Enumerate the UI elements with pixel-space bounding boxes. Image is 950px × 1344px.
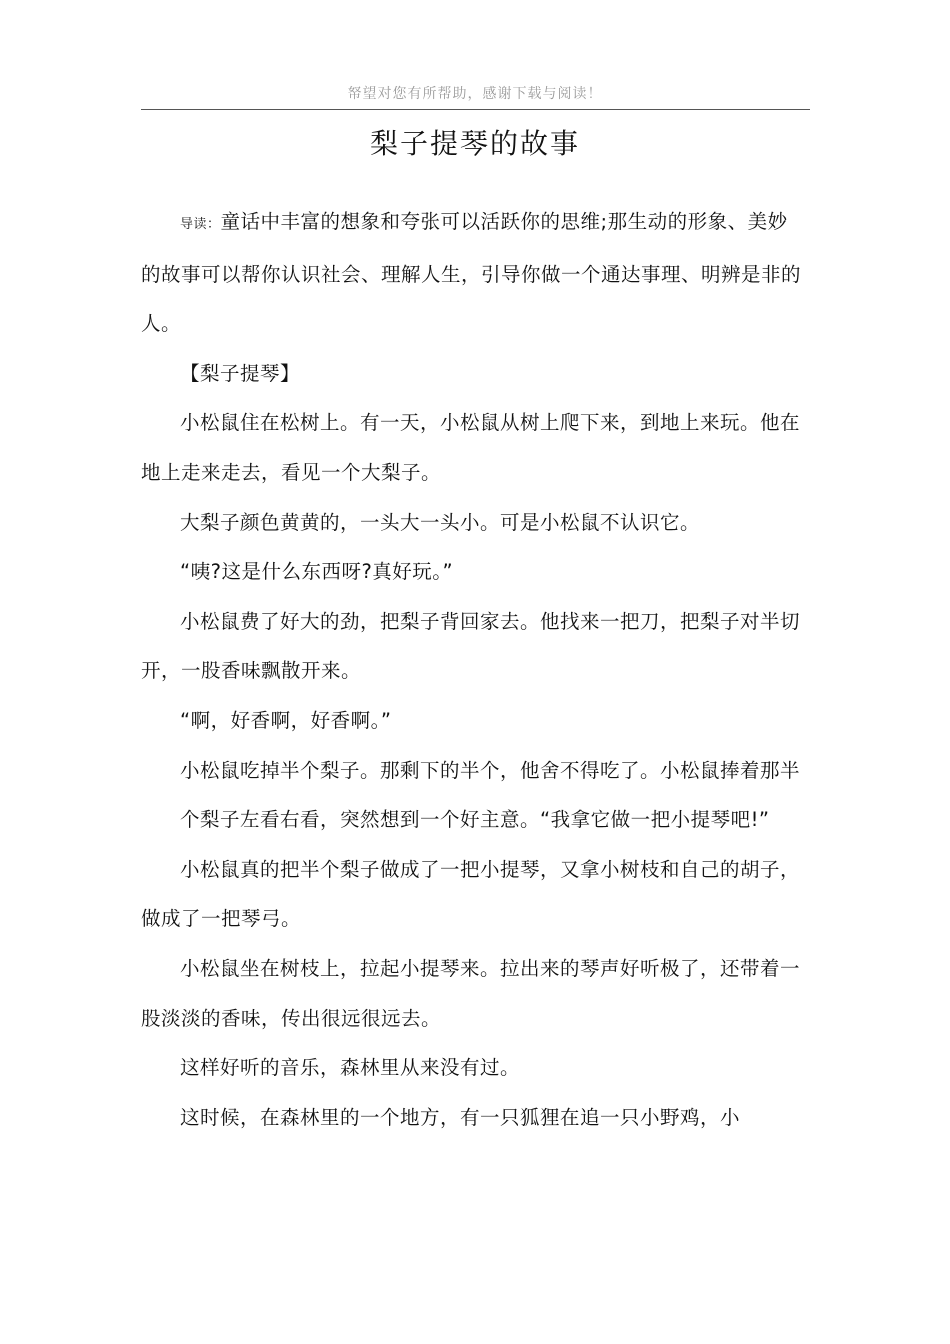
document-title: 梨子提琴的故事 [369,127,580,160]
indented-paragraph: 小松鼠吃掉半个梨子。那剩下的半个，他舍不得吃了。小松鼠捧着那半个梨子左看右看，突然想到一个好主意。“我拿它做一把小提琴吧!” [180,758,801,832]
page-header: 帑望对您有所帮助，感谢下载与阅读！ [347,86,603,102]
document-body [141,197,805,1142]
paragraph: 小松鼠费了好大的劲，把梨子背回家去。他找来一把刀，把梨子对半切开，一股香味飘散开来。 [141,609,801,683]
paragraph: “啊，好香啊，好香啊。” [180,708,392,732]
paragraph: 这时候，在森林里的一个地方，有一只狐狸在追一只小野鸡，小 [180,1105,741,1129]
lead-text: 童话中丰富的想象和夸张可以活跃你的思维;那生动的形象、美妙的故事可以帮你认识社会、理解人生，引导你做一个通达事理、明辨是非的人。 [141,210,802,336]
paragraph: “咦?这是什么东西呀?真好玩。” [180,560,454,584]
header-divider [141,109,810,110]
section-heading: 【梨子提琴】 [180,361,301,385]
paragraph: 这样好听的音乐，森林里从来没有过。 [180,1056,521,1080]
paragraph: 小松鼠真的把半个梨子做成了一把小提琴，又拿小树枝和自己的胡子，做成了一把琴弓。 [141,857,801,931]
paragraph: 小松鼠住在松树上。有一天，小松鼠从树上爬下来，到地上来玩。他在地上走来走去，看见一个大梨子。 [141,411,801,484]
paragraph: 大梨子颜色黄黄的，一头大一头小。可是小松鼠不认识它。 [180,510,701,534]
lead-label: 导读： [180,217,221,232]
lead-paragraph [141,197,805,349]
paragraph: 小松鼠坐在树枝上，拉起小提琴来。拉出来的琴声好听极了，还带着一股淡淡的香味，传出很远很远去。 [141,956,801,1030]
